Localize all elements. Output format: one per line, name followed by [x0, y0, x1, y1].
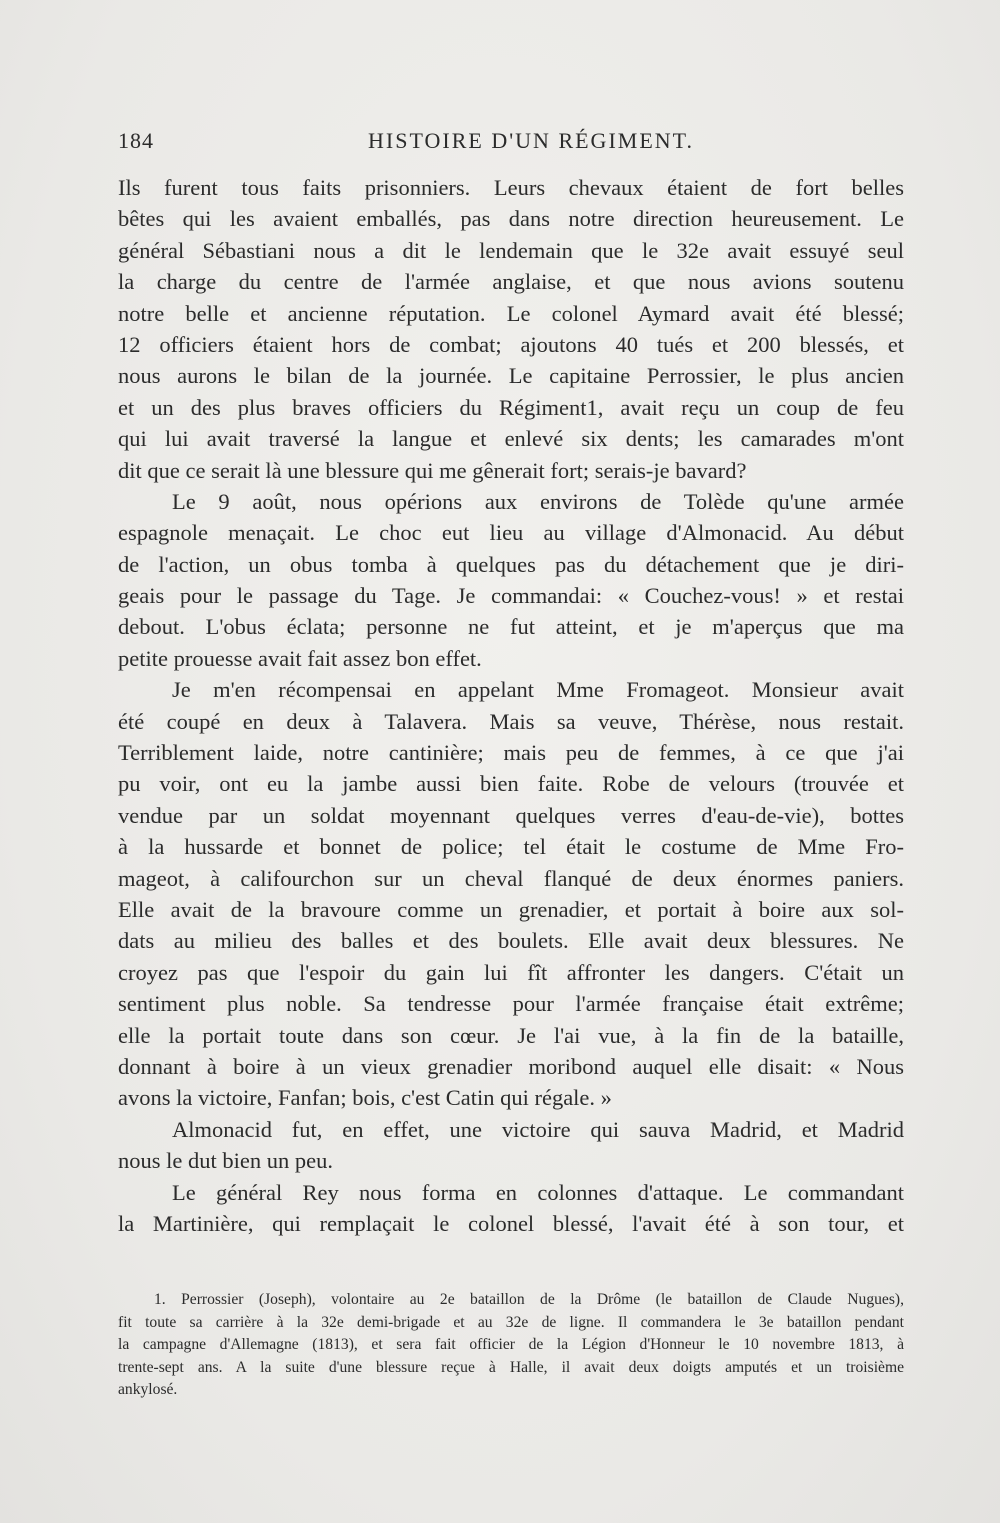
page-header — [118, 128, 904, 158]
text-line: Ils furent tous faits prisonniers. Leurs chevaux étaient de fort belles — [118, 175, 904, 200]
text-line: été coupé en deux à Talavera. Mais sa veuve, Thérèse, nous restait. — [118, 708, 904, 734]
text-line: nous le dut bien un peu. — [118, 1148, 333, 1174]
text-line: avons la victoire, Fanfan; bois, c'est Catin qui régale. » — [118, 1085, 612, 1111]
text-line: pu voir, ont eu la jambe aussi bien faite. Robe de velours (trouvée et — [118, 771, 904, 797]
text-line: nous aurons le bilan de la journée. Le capitaine Perrossier, le plus ancien — [118, 363, 904, 389]
text-line: Elle avait de la bravoure comme un grenadier, et portait à boire aux sol- — [118, 896, 904, 922]
text-line: qui lui avait traversé la langue et enlevé six dents; les camarades m'ont — [118, 426, 904, 452]
text-line: espagnole menaçait. Le choc eut lieu au village d'Almonacid. Au début — [118, 520, 904, 546]
running-title: HISTOIRE D'UN RÉGIMENT. — [368, 128, 694, 153]
text-line: vendue par un soldat moyennant quelques verres d'eau-de-vie), bottes — [118, 802, 904, 828]
footnote-line: fit toute sa carrière à la 32e demi-brigade et au 32e de ligne. Il commandera le 3e bataillon pendant — [118, 1313, 904, 1331]
text-line: geais pour le passage du Tage. Je commandai: « Couchez-vous! » et restai — [118, 583, 904, 609]
text-line: Almonacid fut, en effet, une victoire qui sauva Madrid, et Madrid — [172, 1116, 904, 1142]
footnote-line: la campagne d'Allemagne (1813), et sera fait officier de la Légion d'Honneur le 10 novembre 1813, à — [118, 1336, 904, 1354]
text-line: Je m'en récompensai en appelant Mme Fromageot. Monsieur avait — [172, 677, 904, 703]
text-line: sentiment plus noble. Sa tendresse pour l'armée française était extrême; — [118, 991, 904, 1017]
page-number: 184 — [118, 128, 154, 153]
text-line: croyez pas que l'espoir du gain lui fît affronter les dangers. C'était un — [118, 959, 904, 985]
text-line: notre belle et ancienne réputation. Le colonel Aymard avait été blessé; — [118, 300, 904, 326]
text-line: Le général Rey nous forma en colonnes d'attaque. Le commandant — [172, 1179, 904, 1205]
footnote-line: 1. Perrossier (Joseph), volontaire au 2e bataillon de la Drôme (le bataillon de Claude Nugues), — [154, 1291, 904, 1308]
footnotes — [118, 1289, 904, 1402]
text-line: général Sébastiani nous a dit le lendemain que le 32e avait essuyé seul — [118, 237, 904, 263]
text-line: et un des plus braves officiers du Régiment1, avait reçu un coup de feu — [118, 394, 904, 420]
text-line: dats au milieu des balles et des boulets. Elle avait deux blessures. Ne — [118, 928, 904, 954]
text-line: 12 officiers étaient hors de combat; ajoutons 40 tués et 200 blessés, et — [118, 331, 904, 357]
text-line: debout. L'obus éclata; personne ne fut atteint, et je m'aperçus que ma — [118, 614, 904, 640]
text-line: bêtes qui les avaient emballés, pas dans notre direction heureusement. Le — [118, 206, 904, 232]
text-line: petite prouesse avait fait assez bon effet. — [118, 645, 482, 671]
text-line: Terriblement laide, notre cantinière; mais peu de femmes, à ce que j'ai — [118, 740, 904, 766]
footnote-line: ankylosé. — [118, 1381, 178, 1399]
text-line: Le 9 août, nous opérions aux environs de Tolède qu'une armée — [172, 488, 904, 514]
text-line: la Martinière, qui remplaçait le colonel blessé, l'avait été à son tour, et — [118, 1210, 904, 1236]
body-text — [118, 172, 904, 1239]
text-line: dit que ce serait là une blessure qui me gênerait fort; serais-je bavard? — [118, 457, 747, 483]
text-line: à la hussarde et bonnet de police; tel était le costume de Mme Fro- — [118, 834, 904, 860]
footnote-line: trente-sept ans. A la suite d'une blessure reçue à Halle, il avait deux doigts amputés et un troisième — [118, 1358, 904, 1376]
text-line: de l'action, un obus tomba à quelques pas du détachement que je diri- — [118, 551, 904, 577]
text-line: mageot, à califourchon sur un cheval flanqué de deux énormes paniers. — [118, 865, 904, 891]
text-line: donnant à boire à un vieux grenadier moribond auquel elle disait: « Nous — [118, 1053, 904, 1079]
text-line: la charge du centre de l'armée anglaise, et que nous avions soutenu — [118, 269, 904, 295]
text-line: elle la portait toute dans son cœur. Je l'ai vue, à la fin de la bataille, — [118, 1022, 904, 1048]
